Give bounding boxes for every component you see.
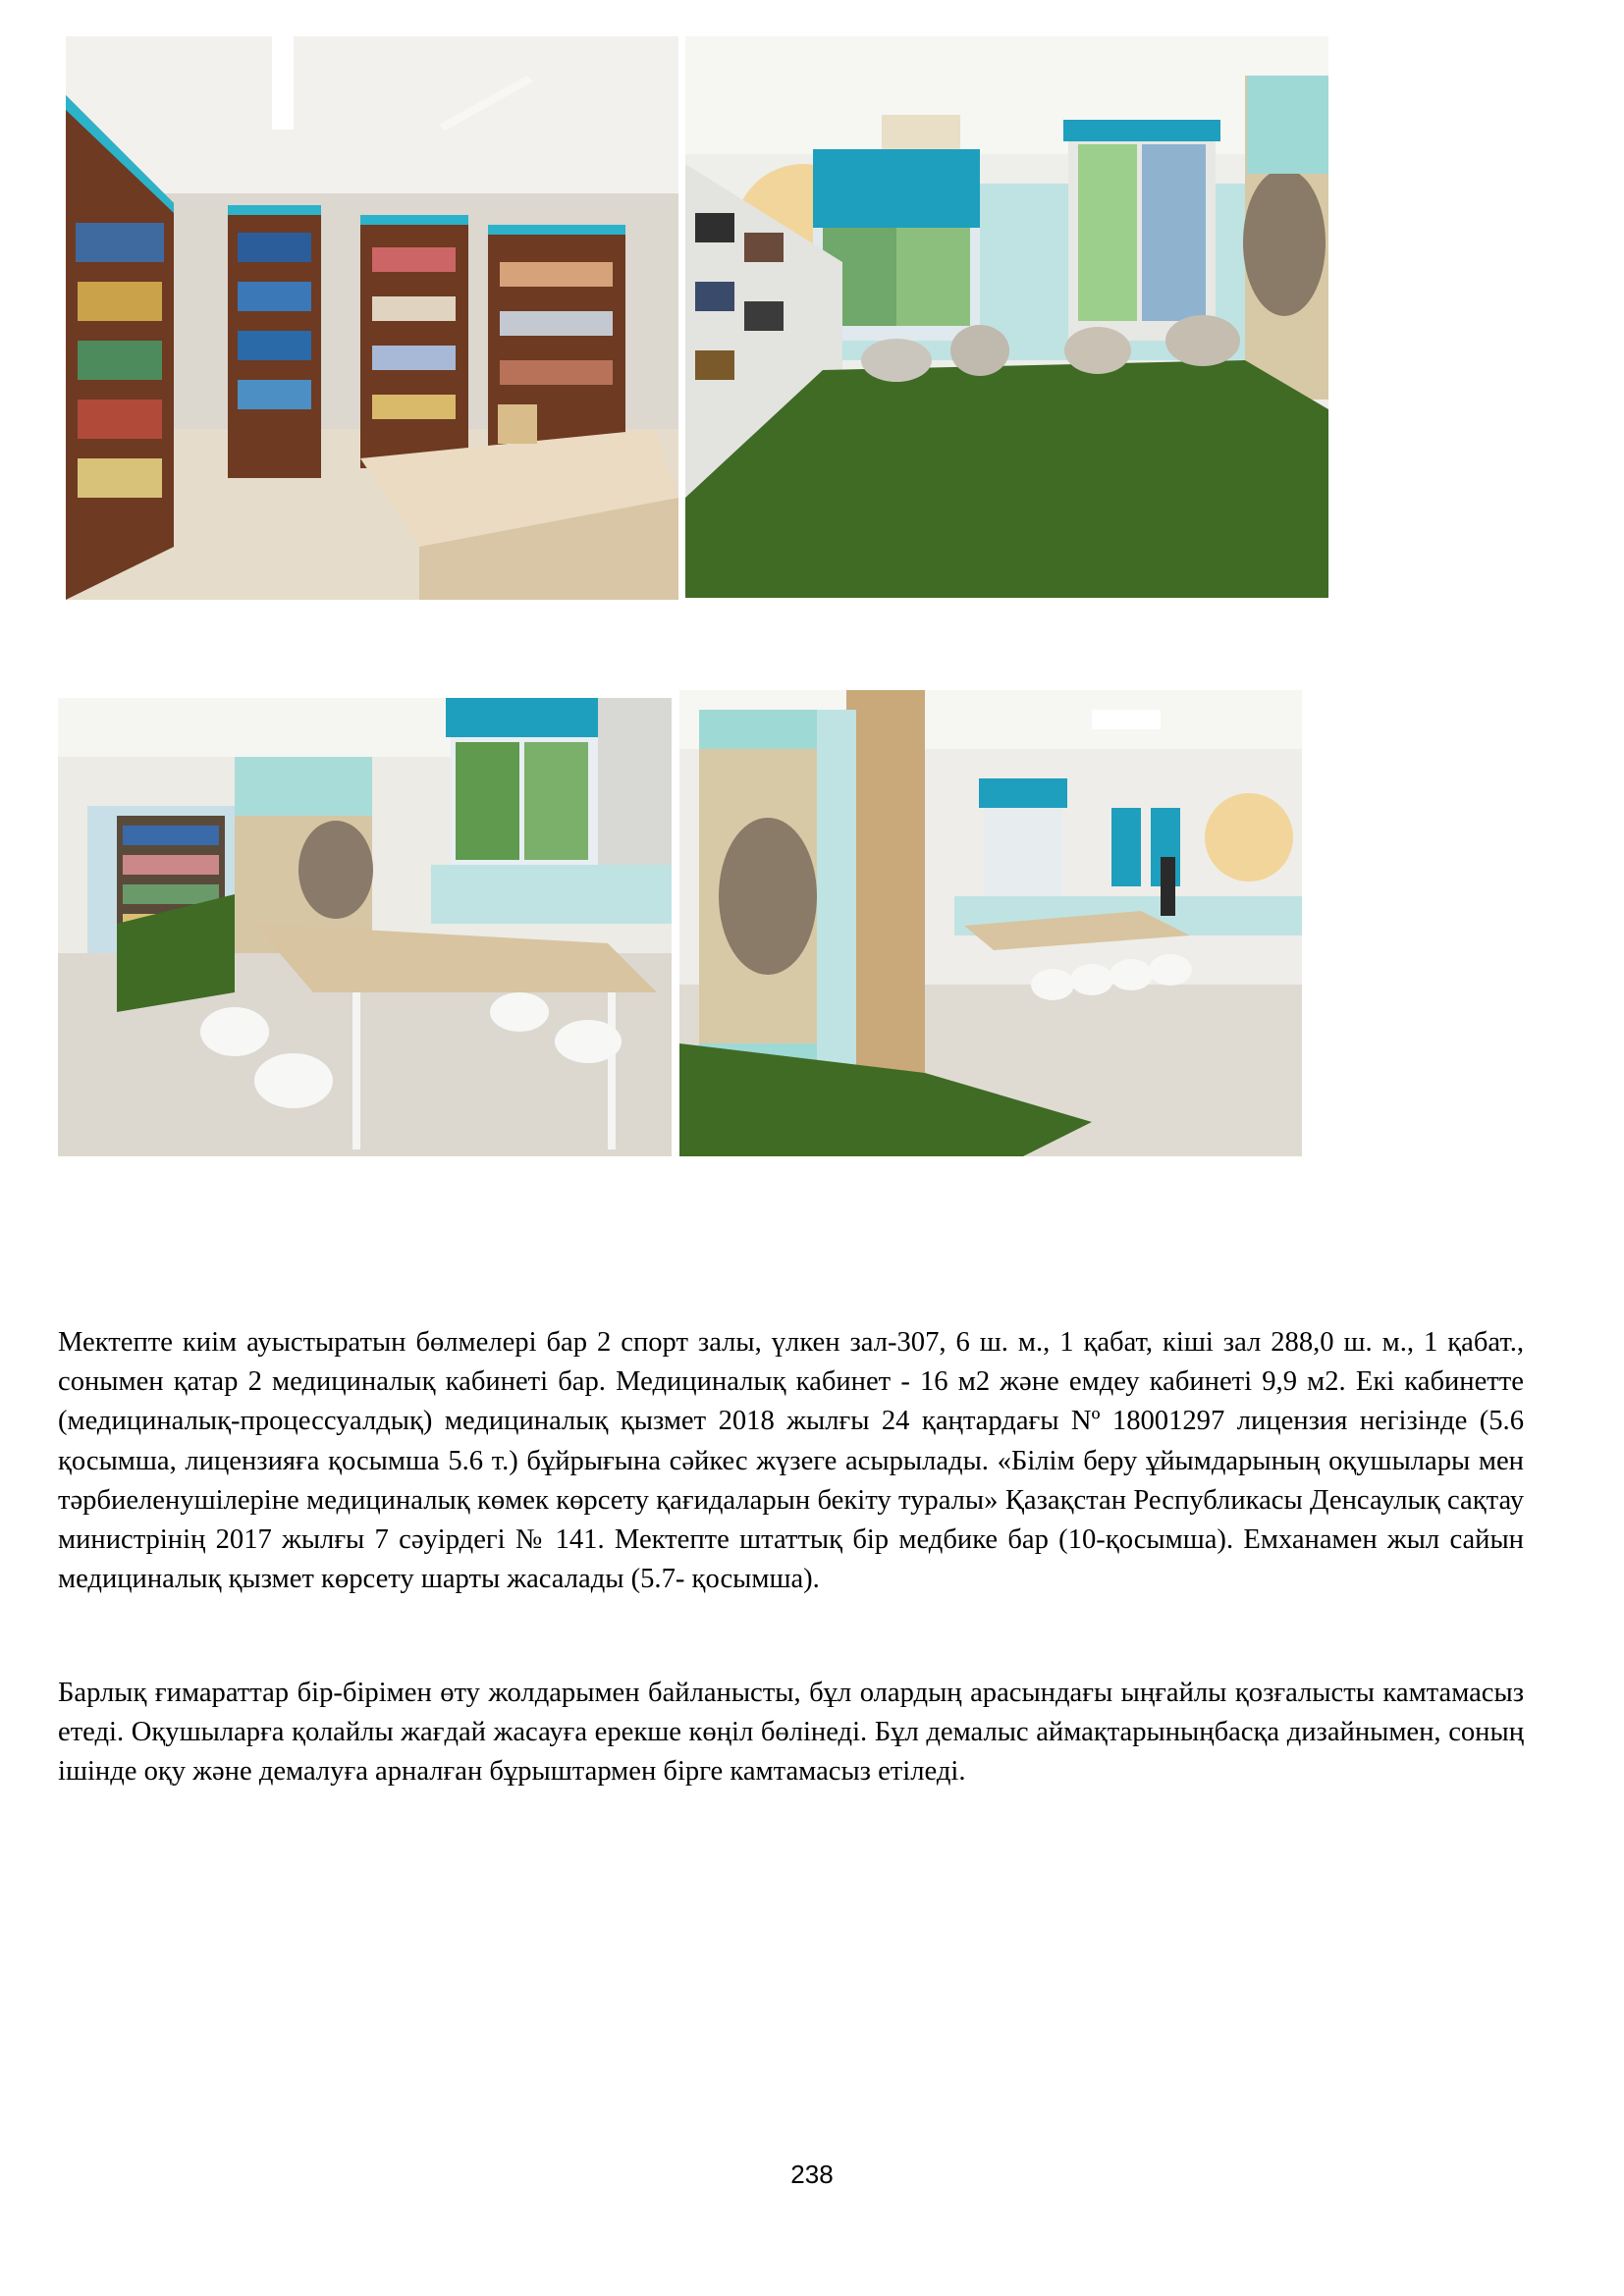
reading-room-tables-photo: [58, 698, 672, 1156]
page-number: 238: [790, 2160, 834, 2189]
body-paragraph-1: [58, 1323, 1524, 1599]
reading-lounge-beanbags-photo: [685, 36, 1328, 598]
body-paragraph-2: [58, 1674, 1524, 1792]
reading-room-shelf-nook-photo: [679, 690, 1302, 1156]
paragraph-text: Барлық ғимараттар бір-бірімен өту жолдарымен байланысты, бұл олардың арасындағы ыңғайлы қозғалысты камтамасыз етеді. Оқушыларға қолайлы жағдай жасауға ерекше көңіл бөлінеді. Бұл демалыс аймақтарыныңбасқа дизайнымен, соның ішінде оқу және демалуға арналған бұрыштармен бірге камтамасыз етіледі.: [58, 1678, 1524, 1788]
library-bookshelves-photo: [66, 36, 678, 600]
paragraph-text: Мектепте киім ауыстыратын бөлмелері бар 2 спорт залы, үлкен зал-307, 6 ш. м., 1 қабат, кіші зал 288,0 ш. м., 1 қабат., сонымен қатар 2 медициналық кабинеті бар. Медициналық кабинет - 16 м2 және емдеу кабинеті 9,9 м2. Екі кабинетте (медициналық-процессуалдық) медициналық қызмет 2018 жылғы 24 қаңтардағы Nº 18001297 лицензия негізінде (5.6 қосымша, лицензияға қосымша 5.6 т.) бұйрығына сәйкес жүзеге асырылады. «Білім беру ұйымдарының оқушылары мен тәрбиеленушілеріне медициналық көмек көрсету қағидаларын бекіту туралы» Қазақстан Республикасы Денсаулық сақтау министрінің 2017 жылғы 7 сәуірдегі № 141. Мектепте штаттық бір медбике бар (10-қосымша). Емханамен жыл сайын медициналық қызмет көрсету шарты жасалады (5.7- қосымша).: [58, 1327, 1524, 1595]
